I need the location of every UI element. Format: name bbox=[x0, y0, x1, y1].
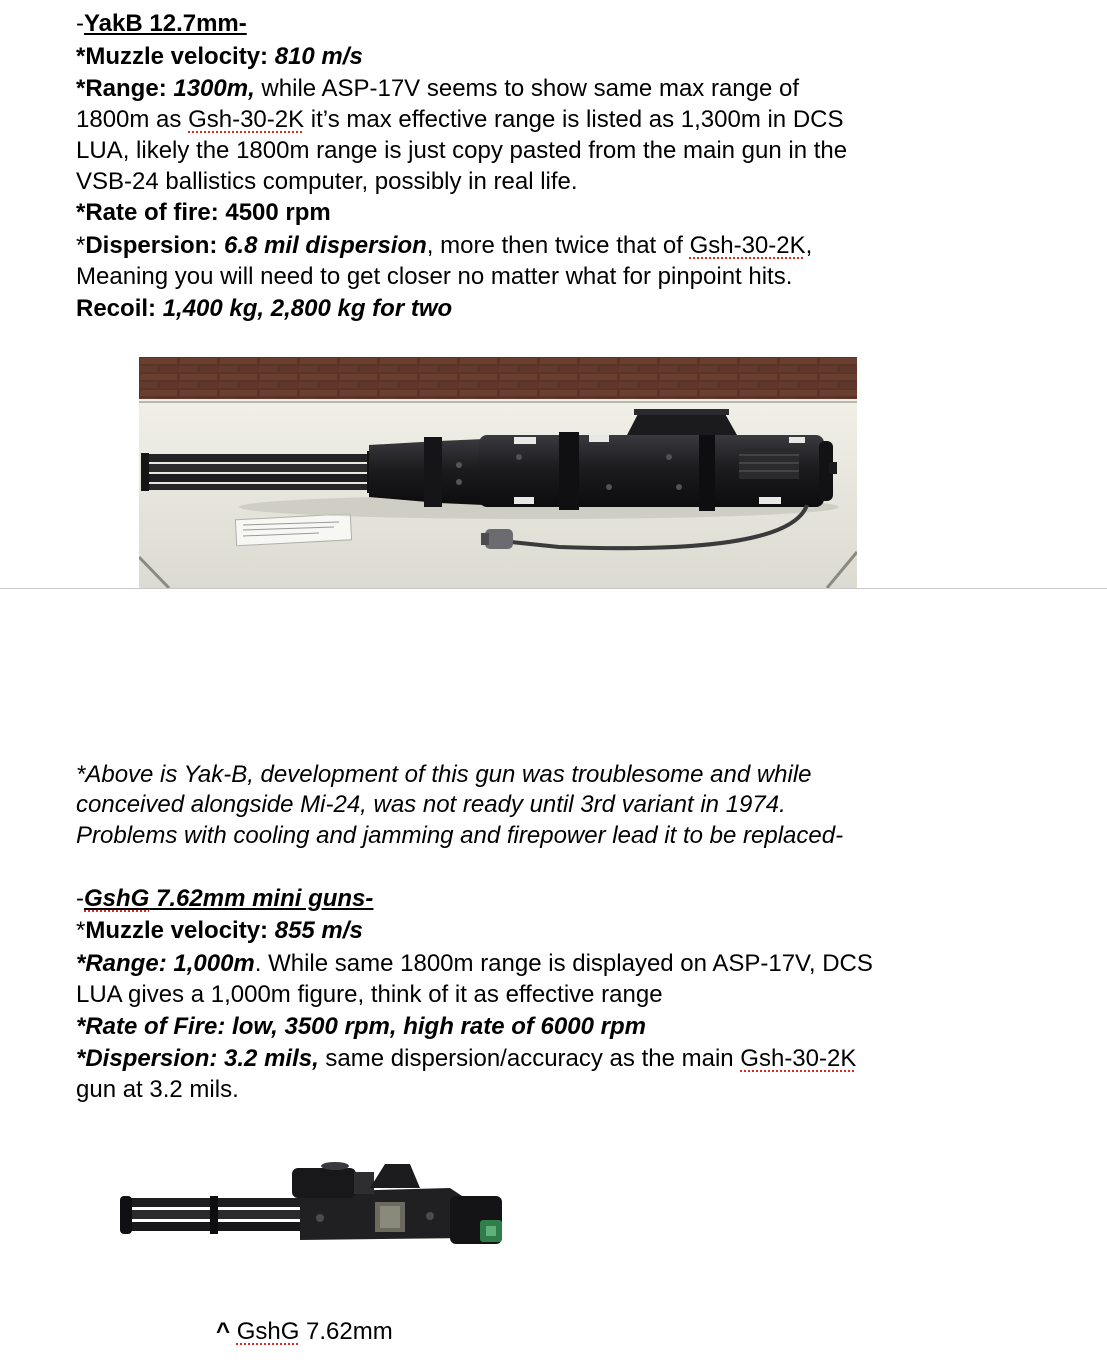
asterisk: * bbox=[76, 917, 86, 944]
gshg-dispersion-line-1 bbox=[76, 1043, 856, 1074]
spellcheck-word: Gsh-30-2K bbox=[188, 106, 305, 133]
gshg-muzzle-velocity bbox=[76, 915, 363, 946]
dispersion-label: Dispersion: bbox=[85, 232, 225, 259]
yakb-heading bbox=[76, 8, 247, 39]
muzzle-label: Muzzle velocity: bbox=[85, 917, 275, 944]
yakb-range-line-3: LUA, likely the 1800m range is just copy pasted from the main gun in the bbox=[76, 137, 848, 164]
muzzle-label: *Muzzle velocity: bbox=[76, 43, 275, 70]
gshg-range-line-2: LUA gives a 1,000m figure, think of it as effective range bbox=[76, 981, 663, 1008]
caption-text: 7.62mm bbox=[299, 1318, 393, 1345]
yakb-range-line-4: VSB-24 ballistics computer, possibly in real life. bbox=[76, 168, 578, 195]
dispersion-text: , bbox=[805, 232, 813, 259]
gshg-heading bbox=[76, 883, 373, 914]
page-divider bbox=[0, 588, 1107, 589]
rof-value: low, 3500 rpm, high rate of 6000 rpm bbox=[232, 1013, 646, 1040]
range-label: *Range: bbox=[76, 950, 174, 977]
yakb-recoil bbox=[76, 293, 452, 324]
note-line-2: conceived alongside Mi-24, was not ready until 3rd variant in 1974. bbox=[76, 791, 786, 818]
yakb-range-line-1 bbox=[76, 73, 799, 104]
range-text: it’s max effective range is listed as 1,300m in DCS bbox=[304, 106, 844, 133]
yakb-dispersion-line-2: Meaning you will need to get closer no matter what for pinpoint hits. bbox=[76, 263, 793, 290]
gshg-caption bbox=[216, 1316, 393, 1347]
muzzle-value: 810 m/s bbox=[274, 43, 363, 70]
dispersion-value: : 3.2 mils, bbox=[209, 1045, 319, 1072]
range-value: 1,000m bbox=[173, 950, 255, 977]
yakb-range-line-2 bbox=[76, 104, 844, 135]
yakb-rate-of-fire: *Rate of fire: 4500 rpm bbox=[76, 199, 331, 226]
asterisk: * bbox=[76, 232, 86, 259]
range-label: *Range: bbox=[76, 75, 174, 102]
gshg-range-line-1 bbox=[76, 948, 873, 979]
recoil-label: Recoil: bbox=[76, 295, 163, 322]
spellcheck-word: GshG bbox=[236, 1318, 300, 1345]
page-1 bbox=[0, 0, 1107, 588]
recoil-value: 1,400 kg, 2,800 kg for two bbox=[162, 295, 453, 322]
yakb-gun-photo bbox=[139, 357, 857, 588]
rof-label: *Rate of Fire: bbox=[76, 1013, 233, 1040]
gshg-gun-photo bbox=[120, 1158, 515, 1250]
muzzle-value: 855 m/s bbox=[274, 917, 363, 944]
dispersion-label: *Dispersion bbox=[76, 1045, 210, 1072]
dispersion-text: , more then twice that of bbox=[426, 232, 690, 259]
yakb-muzzle-velocity bbox=[76, 41, 363, 72]
range-text: while ASP-17V seems to show same max range of bbox=[254, 75, 800, 102]
note-line-3: Problems with cooling and jamming and firepower lead it to be replaced- bbox=[76, 822, 844, 849]
spellcheck-word: Gsh-30-2K bbox=[689, 232, 806, 259]
spellcheck-word: Gsh-30-2K bbox=[740, 1045, 857, 1072]
heading-rest: 7.62mm mini guns- bbox=[149, 885, 374, 912]
gshg-dispersion-line-2: gun at 3.2 mils. bbox=[76, 1076, 239, 1103]
caret: ^ bbox=[216, 1318, 237, 1345]
heading-prefix: - bbox=[76, 885, 84, 912]
heading-text bbox=[84, 885, 373, 912]
dispersion-value: 6.8 mil dispersion bbox=[224, 232, 427, 259]
range-text: . While same 1800m range is displayed on ASP-17V, DCS bbox=[254, 950, 873, 977]
range-text: 1800m as bbox=[76, 106, 189, 133]
yakb-dispersion-line-1 bbox=[76, 230, 812, 261]
range-value: 1300m, bbox=[173, 75, 255, 102]
heading-prefix: - bbox=[76, 10, 84, 37]
dispersion-text: same dispersion/accuracy as the main bbox=[318, 1045, 741, 1072]
gshg-rate-of-fire bbox=[76, 1011, 646, 1042]
heading-text: YakB 12.7mm- bbox=[84, 10, 247, 37]
spellcheck-word: GshG bbox=[84, 885, 150, 912]
note-line-1: *Above is Yak-B, development of this gun was troublesome and while bbox=[76, 761, 812, 788]
